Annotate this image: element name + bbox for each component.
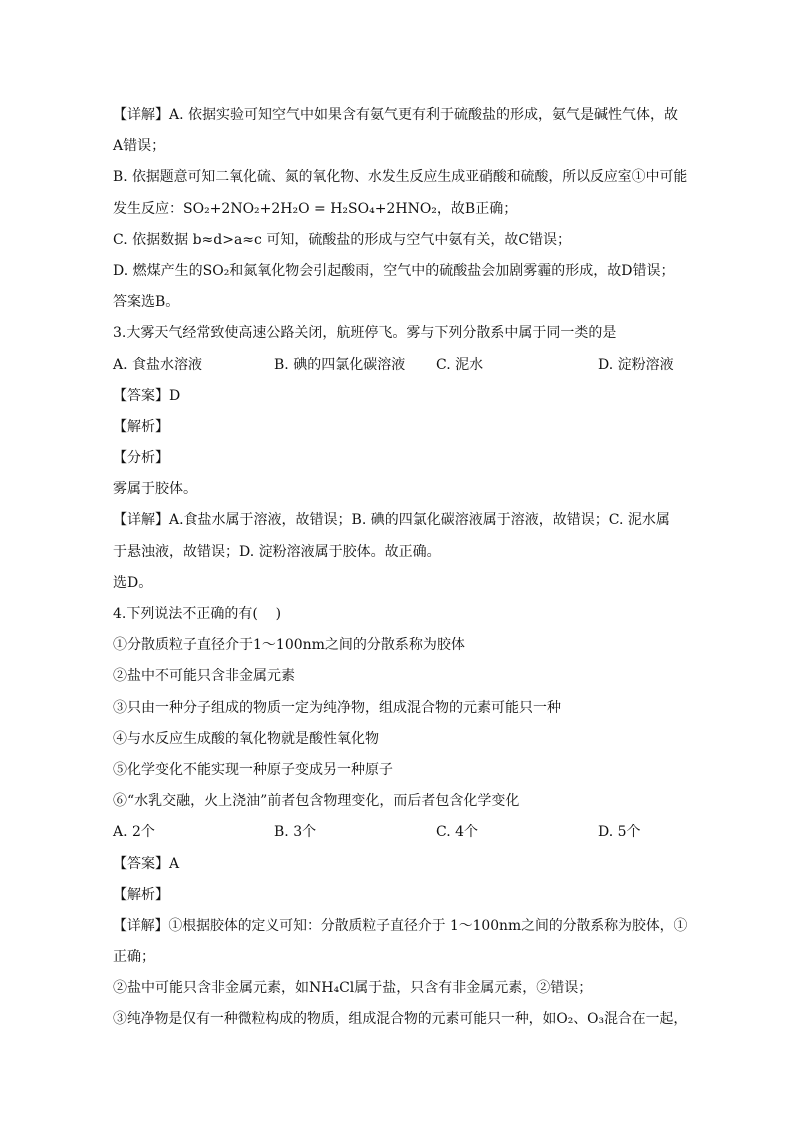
question-4-stem bbox=[113, 599, 683, 630]
option-a: A. 食盐水溶液 bbox=[113, 356, 203, 373]
line-text: ④与水反应生成酸的氧化物就是酸性氧化物 bbox=[113, 730, 379, 747]
document-content bbox=[113, 100, 688, 1036]
line-text: D. 燃煤产生的SO₂和氮氧化物会引起酸雨，空气中的硫酸盐会加剧雾霾的形成，故D错误； bbox=[113, 262, 675, 279]
text-line bbox=[113, 911, 688, 942]
option-c: C. 泥水 bbox=[436, 356, 484, 373]
option-c: C. 4个 bbox=[436, 824, 479, 841]
text-line bbox=[113, 100, 683, 131]
line-text: ②盐中不可能只含非金属元素 bbox=[113, 668, 295, 685]
text-line bbox=[113, 194, 683, 225]
line-text: 答案选B。 bbox=[113, 294, 180, 311]
line-text: 【解析】 bbox=[113, 418, 169, 435]
line-text: ⑥“水乳交融，火上浇油”前者包含物理变化，而后者包含化学变化 bbox=[113, 793, 520, 810]
line-text: ①分散质粒子直径介于1～100nm之间的分散系称为胶体 bbox=[113, 637, 465, 654]
text-line bbox=[113, 505, 683, 536]
text-line bbox=[113, 162, 688, 193]
line-text: 【答案】A bbox=[113, 855, 180, 872]
line-text: 选D。 bbox=[113, 574, 153, 591]
line-text: ③纯净物是仅有一种微粒构成的物质，组成混合物的元素可能只一种，如O₂、O₃混合在一起， bbox=[113, 1011, 688, 1028]
question-4-options bbox=[113, 817, 683, 848]
option-b: B. 碘的四氯化碳溶液 bbox=[274, 356, 406, 373]
line-text: 正确； bbox=[113, 949, 155, 966]
statement-6 bbox=[113, 786, 683, 817]
line-text: ②盐中可能只含非金属元素，如NH₄Cl属于盐，只含有非金属元素，②错误； bbox=[113, 980, 593, 997]
text-line bbox=[113, 131, 683, 162]
section-heading bbox=[113, 880, 683, 911]
option-b: B. 3个 bbox=[274, 824, 317, 841]
line-text: 【解析】 bbox=[113, 886, 169, 903]
text-line bbox=[113, 942, 683, 973]
option-a: A. 2个 bbox=[113, 824, 155, 841]
section-heading bbox=[113, 412, 683, 443]
question-3-options bbox=[113, 350, 683, 381]
line-text: A错误； bbox=[113, 138, 166, 155]
section-heading bbox=[113, 443, 683, 474]
line-text: 【详解】A. 依据实验可知空气中如果含有氨气更有利于硫酸盐的形成，氨气是碱性气体，故 bbox=[113, 107, 679, 123]
text-line bbox=[113, 568, 683, 599]
line-text: ③只由一种分子组成的物质一定为纯净物，组成混合物的元素可能只一种 bbox=[113, 699, 561, 716]
line-text: 雾属于胶体。 bbox=[113, 481, 197, 498]
line-text: 于悬浊液，故错误；D. 淀粉溶液属于胶体。故正确。 bbox=[113, 543, 441, 560]
text-line bbox=[113, 474, 683, 505]
line-text: ⑤化学变化不能实现一种原子变成另一种原子 bbox=[113, 761, 393, 778]
option-d: D. 5个 bbox=[598, 824, 641, 841]
line-text: C. 依据数据 b≈d>a≈c 可知，硫酸盐的形成与空气中氨有关，故C错误； bbox=[113, 231, 572, 248]
option-d: D. 淀粉溶液 bbox=[598, 356, 674, 373]
text-line bbox=[113, 537, 683, 568]
line-text: 3.大雾天气经常致使高速公路关闭，航班停飞。雾与下列分散系中属于同一类的是 bbox=[113, 325, 617, 342]
text-line bbox=[113, 973, 683, 1004]
answer-line bbox=[113, 849, 683, 880]
line-text: 【分析】 bbox=[113, 450, 169, 467]
line-text: 【答案】D bbox=[113, 387, 181, 404]
line-text: 4.下列说法不正确的有( ) bbox=[113, 606, 282, 622]
line-text: 发生反应：SO₂+2NO₂+2H₂O = H₂SO₄+2HNO₂，故B正确； bbox=[113, 200, 518, 217]
statement-1 bbox=[113, 630, 683, 661]
statement-5 bbox=[113, 755, 683, 786]
line-text: 【详解】A.食盐水属于溶液，故错误；B. 碘的四氯化碳溶液属于溶液，故错误；C. 泥水属 bbox=[113, 512, 670, 529]
line-text: B. 依据题意可知二氧化硫、氮的氧化物、水发生反应生成亚硝酸和硫酸，所以反应室①中可能 bbox=[113, 169, 688, 186]
text-line bbox=[113, 225, 683, 256]
question-3-stem bbox=[113, 318, 683, 349]
text-line bbox=[113, 256, 683, 287]
statement-3 bbox=[113, 693, 683, 724]
statement-2 bbox=[113, 661, 683, 692]
line-text: 【详解】①根据胶体的定义可知：分散质粒子直径介于 1～100nm之间的分散系称为胶体，① bbox=[113, 917, 688, 934]
answer-line bbox=[113, 381, 683, 412]
statement-4 bbox=[113, 724, 683, 755]
text-line bbox=[113, 287, 683, 318]
text-line bbox=[113, 1004, 688, 1035]
